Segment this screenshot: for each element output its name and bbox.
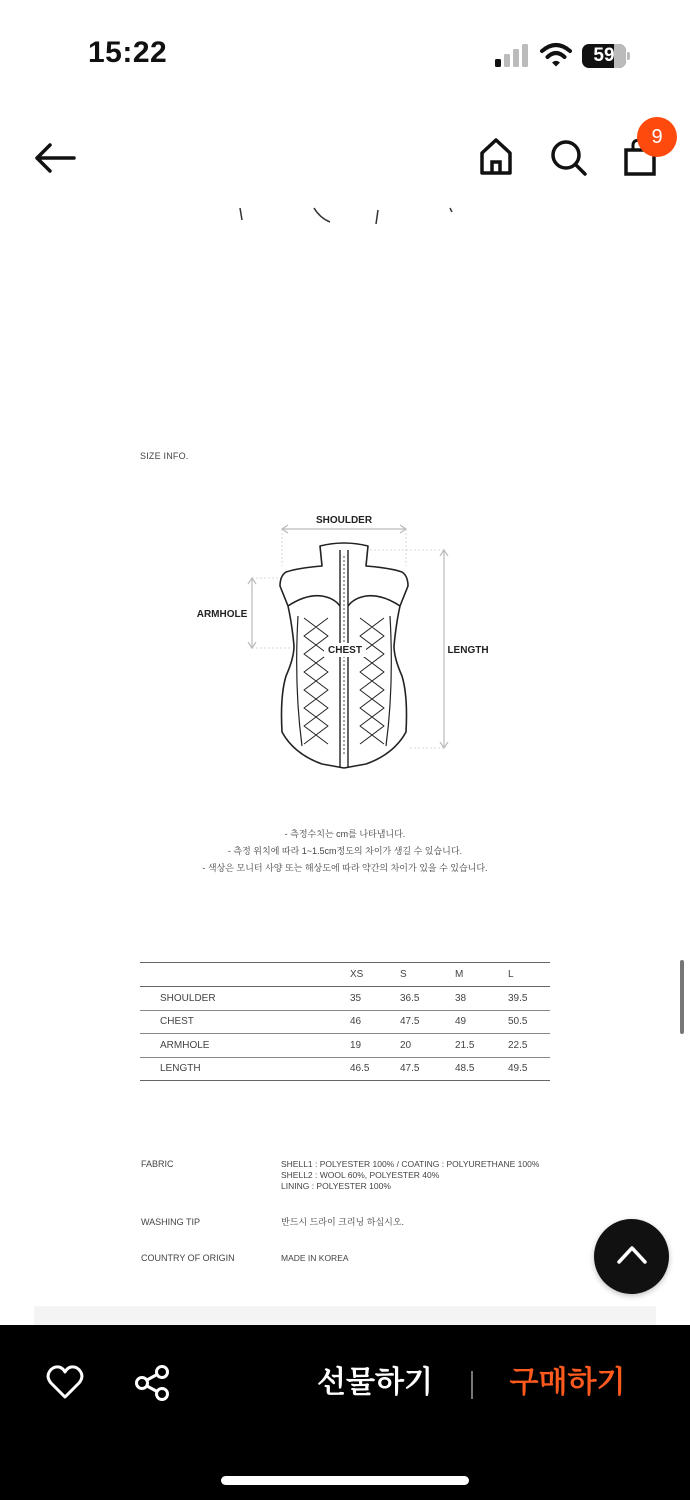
table-cell: 36.5 bbox=[400, 987, 455, 1011]
table-cell: 46.5 bbox=[350, 1057, 400, 1081]
note-line: - 측정 위치에 따라 1~1.5cm정도의 차이가 생길 수 있습니다. bbox=[227, 846, 463, 856]
table-cell: SHOULDER bbox=[140, 987, 350, 1011]
table-cell: 49 bbox=[455, 1010, 508, 1034]
table-cell: 21.5 bbox=[455, 1034, 508, 1058]
origin-value: MADE IN KOREA bbox=[281, 1253, 349, 1263]
table-cell: LENGTH bbox=[140, 1057, 350, 1081]
product-image-fragment bbox=[230, 202, 470, 232]
heart-icon bbox=[46, 1364, 84, 1400]
table-cell: 19 bbox=[350, 1034, 400, 1058]
diagram-label-chest: CHEST bbox=[328, 645, 362, 656]
note-line: - 색상은 모니터 사양 또는 해상도에 따라 약간의 차이가 있을 수 있습니다. bbox=[202, 863, 488, 873]
home-indicator bbox=[221, 1476, 469, 1485]
table-cell: 39.5 bbox=[508, 987, 550, 1011]
cart-count-badge: 9 bbox=[637, 117, 677, 157]
table-cell: ARMHOLE bbox=[140, 1034, 350, 1058]
table-header-cell: XS bbox=[350, 963, 400, 987]
table-header-cell: S bbox=[400, 963, 455, 987]
table-cell: 35 bbox=[350, 987, 400, 1011]
measurement-notes bbox=[150, 826, 540, 877]
table-row bbox=[140, 1057, 550, 1081]
arrow-left-icon bbox=[30, 138, 78, 178]
table-row bbox=[140, 1010, 550, 1034]
table-header-row bbox=[140, 963, 550, 987]
status-bar bbox=[0, 0, 690, 100]
table-header-cell: M bbox=[455, 963, 508, 987]
fabric-line: LINING : POLYESTER 100% bbox=[281, 1181, 391, 1191]
table-header-cell bbox=[140, 963, 350, 987]
table-cell: 49.5 bbox=[508, 1057, 550, 1081]
battery-indicator bbox=[582, 44, 630, 68]
table-header-cell: L bbox=[508, 963, 550, 987]
fabric-line: SHELL1 : POLYESTER 100% / COATING : POLYURETHANE 100% bbox=[281, 1159, 540, 1169]
table-cell: 46 bbox=[350, 1010, 400, 1034]
table-cell: 22.5 bbox=[508, 1034, 550, 1058]
table-cell: 38 bbox=[455, 987, 508, 1011]
share-button[interactable] bbox=[134, 1364, 172, 1402]
search-icon bbox=[548, 136, 588, 178]
table-cell: 48.5 bbox=[455, 1057, 508, 1081]
table-cell: 47.5 bbox=[400, 1010, 455, 1034]
section-divider bbox=[34, 1306, 656, 1326]
table-cell: 47.5 bbox=[400, 1057, 455, 1081]
chevron-up-icon bbox=[616, 1243, 648, 1265]
size-table bbox=[140, 962, 550, 1081]
buy-button[interactable]: 구매하기 bbox=[509, 1366, 626, 1399]
back-button[interactable] bbox=[30, 138, 78, 178]
gift-button[interactable]: 선물하기 bbox=[317, 1366, 433, 1399]
cellular-signal-icon bbox=[495, 44, 529, 68]
note-line: - 측정수치는 cm를 나타냅니다. bbox=[284, 829, 406, 839]
diagram-label-shoulder: SHOULDER bbox=[315, 515, 373, 526]
diagram-label-length: LENGTH bbox=[447, 645, 489, 656]
washing-tip-label: WASHING TIP bbox=[141, 1217, 201, 1227]
table-cell: 20 bbox=[400, 1034, 455, 1058]
battery-level: 59 bbox=[593, 45, 615, 66]
scroll-to-top-button[interactable] bbox=[594, 1219, 669, 1294]
diagram-label-armhole: ARMHOLE bbox=[196, 609, 248, 620]
table-row bbox=[140, 987, 550, 1011]
home-icon bbox=[476, 136, 516, 178]
size-info-heading: SIZE INFO. bbox=[140, 451, 189, 461]
bottom-action-bar bbox=[0, 1325, 690, 1500]
washing-tip-value: 반드시 드라이 크리닝 하십시오. bbox=[281, 1217, 405, 1227]
status-time: 15:22 bbox=[88, 36, 168, 69]
top-navigation bbox=[0, 110, 690, 200]
scrollbar[interactable] bbox=[680, 960, 684, 1034]
button-divider bbox=[471, 1371, 473, 1399]
table-cell: 50.5 bbox=[508, 1010, 550, 1034]
share-icon bbox=[134, 1364, 172, 1402]
like-button[interactable] bbox=[46, 1364, 84, 1400]
search-button[interactable] bbox=[548, 136, 588, 178]
vest-measurement-diagram bbox=[190, 506, 510, 776]
table-cell: CHEST bbox=[140, 1010, 350, 1034]
fabric-value bbox=[281, 1159, 539, 1192]
fabric-label: FABRIC bbox=[141, 1159, 174, 1169]
home-button[interactable] bbox=[476, 136, 516, 178]
wifi-icon bbox=[540, 42, 572, 68]
table-row bbox=[140, 1034, 550, 1058]
origin-label: COUNTRY OF ORIGIN bbox=[141, 1253, 235, 1263]
fabric-line: SHELL2 : WOOL 60%, POLYESTER 40% bbox=[281, 1170, 440, 1180]
